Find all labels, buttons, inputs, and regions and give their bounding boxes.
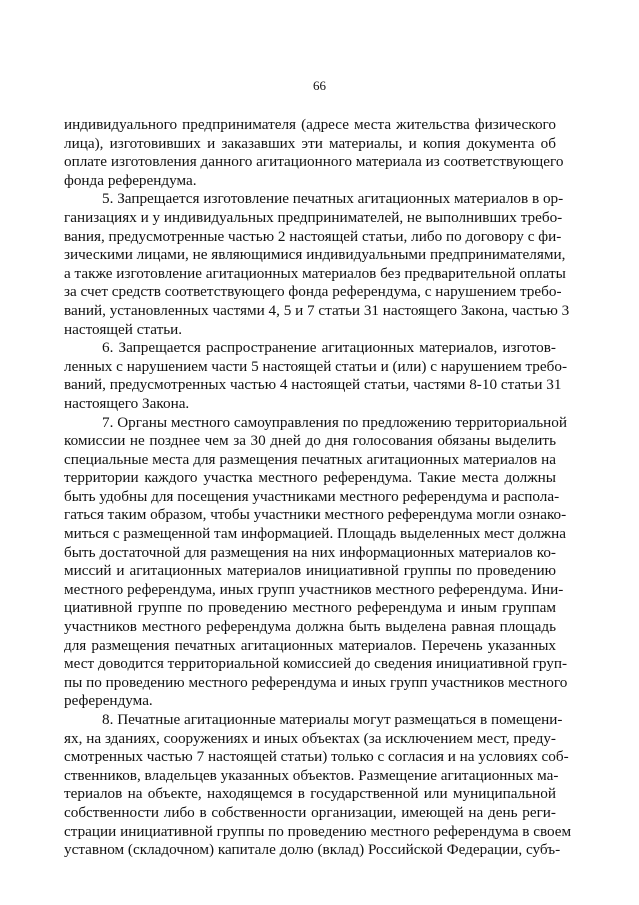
text-line: уставном (складочном) капитале долю (вклад) Российской Федерации, субъ- xyxy=(64,841,561,859)
text-line: ваний, предусмотренных частью 4 настоящей статьи, частями 8-10 статьи 31 xyxy=(64,376,562,394)
text-line: ях, на зданиях, сооружениях и иных объектах (за исключением мест, преду- xyxy=(64,729,556,747)
text-line: зическими лицами, не являющимися индивидуальными предпринимателями, xyxy=(64,246,566,264)
text-line: быть удобны для посещения участниками местного референдума и распола- xyxy=(64,487,560,505)
text-line: ваний, установленных частями 4, 5 и 7 статьи 31 настоящего Закона, частью 3 xyxy=(64,301,570,319)
text-line: фонда референдума. xyxy=(64,171,197,189)
text-line: за счет средств соответствующего фонда референдума, с нарушением требо- xyxy=(64,283,562,301)
text-line: 8. Печатные агитационные материалы могут размещаться в помещени- xyxy=(102,711,563,728)
text-line: 6. Запрещается распространение агитационных материалов, изготов- xyxy=(102,339,556,357)
text-line: вания, предусмотренные частью 2 настоящей статьи, либо по договору с фи- xyxy=(64,227,562,245)
text-line: комиссии не позднее чем за 30 дней до дня голосования обязаны выделить xyxy=(64,432,556,450)
body-text xyxy=(64,116,572,860)
text-line: 5. Запрещается изготовление печатных агитационных материалов в ор- xyxy=(102,190,564,208)
text-line: территории каждого участка местного референдума. Такие места должны xyxy=(64,469,556,487)
text-line: настоящей статьи. xyxy=(64,320,183,338)
text-line: референдума. xyxy=(64,692,153,710)
text-line: настоящего Закона. xyxy=(64,394,190,412)
text-line: мест доводится территориальной комиссией до сведения инициативной груп- xyxy=(64,655,568,673)
text-line: ленных с нарушением части 5 настоящей статьи и (или) с нарушением требо- xyxy=(64,357,568,375)
text-line: местного референдума, иных групп участников местного референдума. Ини- xyxy=(64,580,564,598)
text-line: лица), изготовивших и заказавших эти материалы, и копия документа об xyxy=(64,134,556,152)
text-line: пы по проведению местного референдума и иных групп участников местного xyxy=(64,673,568,691)
text-line: ганизациях и у индивидуальных предпринимателей, не выполнивших требо- xyxy=(64,208,563,226)
paragraph xyxy=(64,190,570,339)
text-line: гаться таким образом, чтобы участники местного референдума могли ознако- xyxy=(64,506,567,524)
text-line: териалов на объекте, находящемся в государственной или муниципальной xyxy=(64,785,556,803)
text-line: ственников, владельцев указанных объектов. Размещение агитационных ма- xyxy=(64,766,559,784)
text-line: миссий и агитационных материалов инициативной группы по проведению xyxy=(64,562,556,580)
paragraph xyxy=(64,116,564,190)
paragraph xyxy=(64,711,572,860)
text-line: а также изготовление агитационных материалов без предварительной оплаты xyxy=(64,264,566,282)
text-line: оплате изготовления данного агитационного материала из соответствующего xyxy=(64,153,564,171)
text-line: миться с размещенной там информацией. Площадь выделенных мест должна xyxy=(64,525,567,543)
paragraph xyxy=(64,413,568,712)
text-line: смотренных частью 7 настоящей статьи) только с согласия и на условиях соб- xyxy=(64,748,569,766)
text-line: 7. Органы местного самоуправления по предложению территориальной xyxy=(102,413,568,431)
text-line: специальные места для размещения печатных агитационных материалов на xyxy=(64,450,556,468)
text-line: страции инициативной группы по проведению местного референдума в своем xyxy=(64,822,572,840)
text-line: для размещения печатных агитационных материалов. Перечень указанных xyxy=(64,636,556,654)
page-number: 66 xyxy=(313,78,326,93)
text-line: циативной группе по проведению местного референдума и иным группам xyxy=(64,599,556,617)
text-line: быть достаточной для размещения на них информационных материалов ко- xyxy=(64,543,556,561)
text-line: собственности либо в собственности организации, имеющей на день реги- xyxy=(64,803,556,821)
paragraph xyxy=(64,339,568,413)
text-line: индивидуального предпринимателя (адресе места жительства физического xyxy=(64,116,556,133)
text-line: участников местного референдума должна быть выделена равная площадь xyxy=(64,618,556,636)
